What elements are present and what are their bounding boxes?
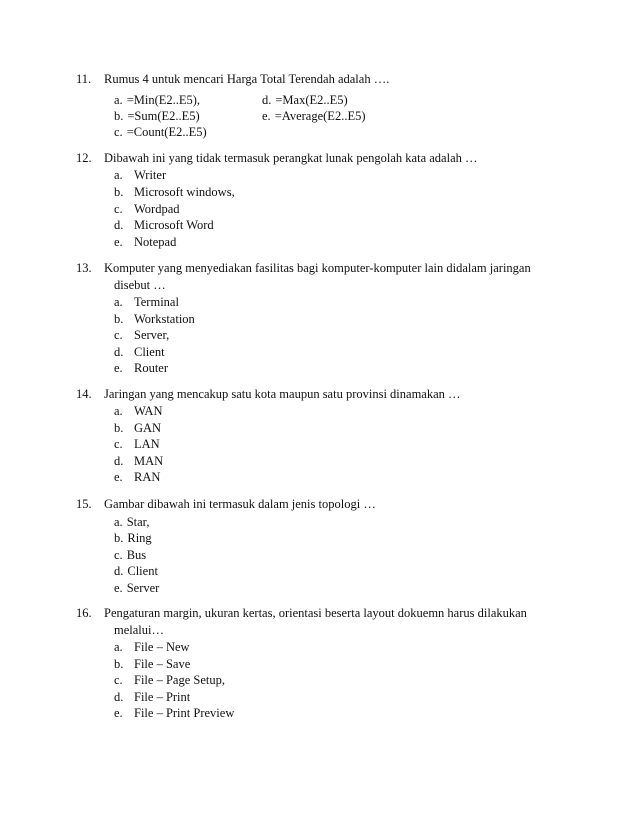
option-e: e. File – Print Preview — [114, 706, 235, 720]
question-text-continued: disebut … — [114, 278, 166, 292]
option-c: c. Server, — [114, 328, 170, 342]
option-b: b. Workstation — [114, 312, 195, 326]
question-text: Pengaturan margin, ukuran kertas, orientasi beserta layout dokuemn harus dilakukan — [104, 606, 527, 620]
option-e: e. Notepad — [114, 235, 177, 249]
question-number: 14. — [76, 387, 92, 401]
option-a: a. WAN — [114, 404, 163, 418]
question-number: 12. — [76, 151, 92, 165]
question-text: Gambar dibawah ini termasuk dalam jenis topologi … — [104, 497, 376, 511]
option-b: b. =Sum(E2..E5) — [114, 109, 200, 123]
option-b: b. Ring — [114, 531, 152, 545]
option-a: a. File – New — [114, 640, 190, 654]
option-e: e. Server — [114, 581, 160, 595]
option-d: d. Microsoft Word — [114, 218, 214, 232]
question-text: Dibawah ini yang tidak termasuk perangkat lunak pengolah kata adalah … — [104, 151, 478, 165]
option-b: b. Microsoft windows, — [114, 185, 235, 199]
option-c: c. Wordpad — [114, 202, 180, 216]
option-e: e. Router — [114, 361, 169, 375]
option-b: b. GAN — [114, 421, 162, 435]
question-text-continued: melalui… — [114, 623, 164, 637]
option-c: c. LAN — [114, 437, 160, 451]
option-a: a. Writer — [114, 168, 167, 182]
question-text: Rumus 4 untuk mencari Harga Total Terendah adalah …. — [104, 72, 390, 86]
option-d: d. =Max(E2..E5) — [262, 93, 348, 107]
question-number: 16. — [76, 606, 92, 620]
option-c: c. File – Page Setup, — [114, 673, 225, 687]
option-d: d. Client — [114, 564, 158, 578]
question-text: Jaringan yang mencakup satu kota maupun satu provinsi dinamakan … — [104, 387, 461, 401]
option-d: d. Client — [114, 345, 165, 359]
option-e: e. =Average(E2..E5) — [262, 109, 366, 123]
option-a: a. Star, — [114, 515, 150, 529]
option-a: a. Terminal — [114, 295, 179, 309]
option-d: d. MAN — [114, 454, 164, 468]
question-number: 15. — [76, 497, 92, 511]
question-number: 11. — [76, 72, 92, 86]
option-c: c. Bus — [114, 548, 147, 562]
option-d: d. File – Print — [114, 690, 191, 704]
option-c: c. =Count(E2..E5) — [114, 125, 207, 139]
option-a: a. =Min(E2..E5), — [114, 93, 201, 107]
question-number: 13. — [76, 261, 92, 275]
option-e: e. RAN — [114, 470, 161, 484]
question-text: Komputer yang menyediakan fasilitas bagi komputer-komputer lain didalam jaringan — [104, 261, 531, 275]
option-b: b. File – Save — [114, 657, 191, 671]
